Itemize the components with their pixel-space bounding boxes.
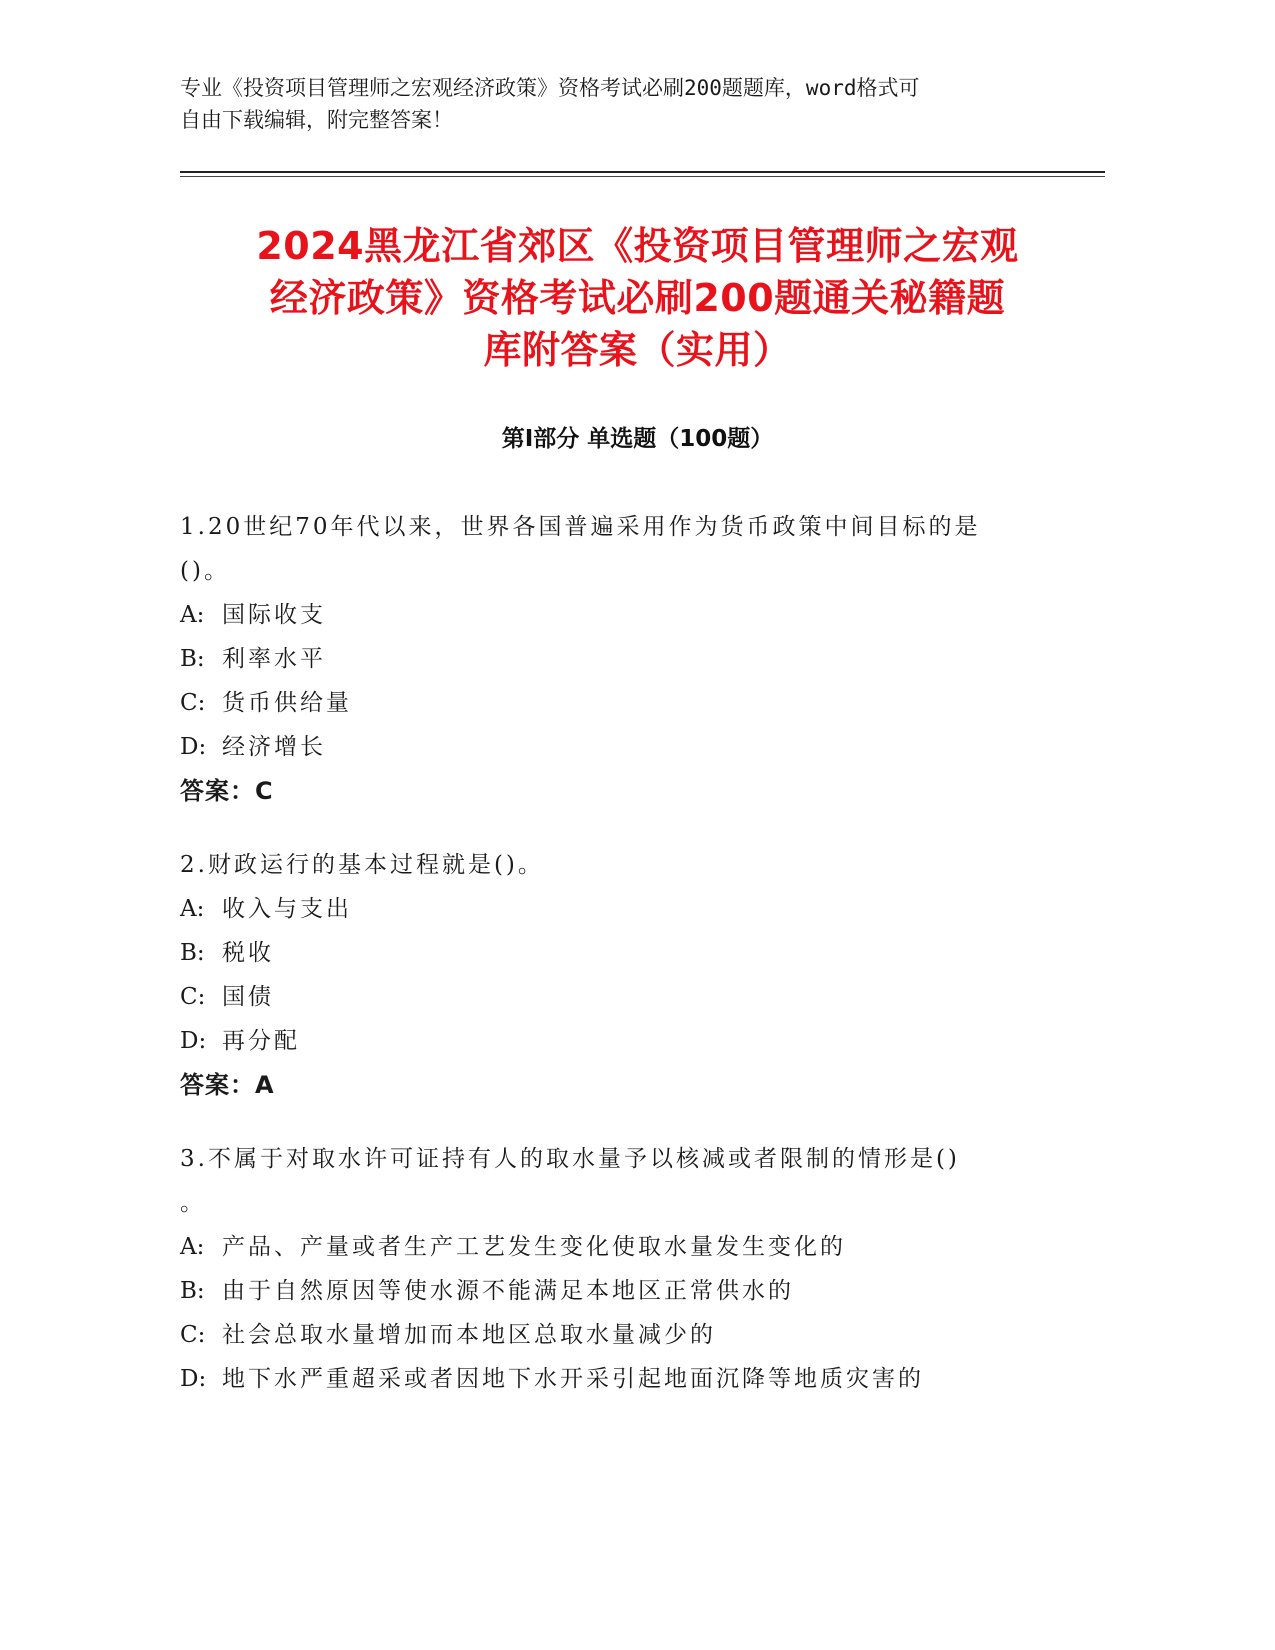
- option-text: 货币供给量: [222, 690, 352, 716]
- option-key: B:: [180, 1278, 205, 1304]
- question-1: [180, 505, 1060, 813]
- option-text: 再分配: [222, 1028, 300, 1054]
- option-text: 收入与支出: [222, 896, 352, 922]
- option-b: [180, 931, 1060, 975]
- option-c: [180, 681, 1060, 725]
- header-note-line-1: 专业《投资项目管理师之宏观经济政策》资格考试必刷200题题库，word格式可: [180, 76, 920, 100]
- option-b: [180, 1269, 1060, 1313]
- answer: 答案：C: [180, 777, 274, 805]
- option-a: [180, 887, 1060, 931]
- option-text: 税收: [222, 940, 274, 966]
- option-b: [180, 637, 1060, 681]
- question-stem: 2.财政运行的基本过程就是()。: [180, 852, 544, 878]
- document-title-line-1: 2024黑龙江省郊区《投资项目管理师之宏观: [256, 224, 1019, 268]
- question-stem: 1.20世纪70年代以来，世界各国普遍采用作为货币政策中间目标的是: [180, 514, 981, 540]
- question-2: [180, 843, 1060, 1107]
- option-key: C:: [180, 690, 206, 716]
- header-divider-thick: [180, 171, 1105, 173]
- option-key: C:: [180, 984, 206, 1010]
- question-stem: 3.不属于对取水许可证持有人的取水量予以核减或者限制的情形是(): [180, 1146, 960, 1172]
- option-key: B:: [180, 646, 205, 672]
- option-key: A:: [180, 602, 205, 628]
- header-note-line-2: 自由下载编辑，附完整答案！: [180, 108, 453, 132]
- header-note: [180, 72, 1040, 136]
- option-a: [180, 1225, 1060, 1269]
- document-title: [170, 220, 1105, 376]
- question-stem-continued: 。: [180, 1190, 206, 1216]
- option-d: [180, 1019, 1060, 1063]
- option-text: 经济增长: [222, 734, 326, 760]
- option-key: A:: [180, 1234, 205, 1260]
- option-text: 社会总取水量增加而本地区总取水量减少的: [222, 1322, 716, 1348]
- option-text: 由于自然原因等使水源不能满足本地区正常供水的: [222, 1278, 794, 1304]
- document-title-line-2: 经济政策》资格考试必刷200题通关秘籍题: [269, 276, 1006, 320]
- question-stem-continued: ()。: [180, 558, 230, 584]
- answer: 答案：A: [180, 1071, 275, 1099]
- option-key: D:: [180, 734, 207, 760]
- option-d: [180, 1357, 1060, 1401]
- option-text: 利率水平: [222, 646, 326, 672]
- header-divider-thin: [180, 176, 1105, 177]
- option-text: 产品、产量或者生产工艺发生变化使取水量发生变化的: [222, 1234, 846, 1260]
- option-key: C:: [180, 1322, 206, 1348]
- option-a: [180, 593, 1060, 637]
- option-key: B:: [180, 940, 205, 966]
- option-key: A:: [180, 896, 205, 922]
- option-text: 国际收支: [222, 602, 326, 628]
- option-text: 国债: [222, 984, 274, 1010]
- document-title-line-3: 库附答案（实用）: [483, 328, 792, 372]
- option-c: [180, 1313, 1060, 1357]
- section-heading: 第Ⅰ部分 单选题（100题）: [501, 426, 774, 452]
- option-text: 地下水严重超采或者因地下水开采引起地面沉降等地质灾害的: [222, 1366, 924, 1392]
- option-key: D:: [180, 1028, 207, 1054]
- question-list: [180, 505, 1060, 1431]
- option-c: [180, 975, 1060, 1019]
- question-3: [180, 1137, 1060, 1401]
- option-key: D:: [180, 1366, 207, 1392]
- option-d: [180, 725, 1060, 769]
